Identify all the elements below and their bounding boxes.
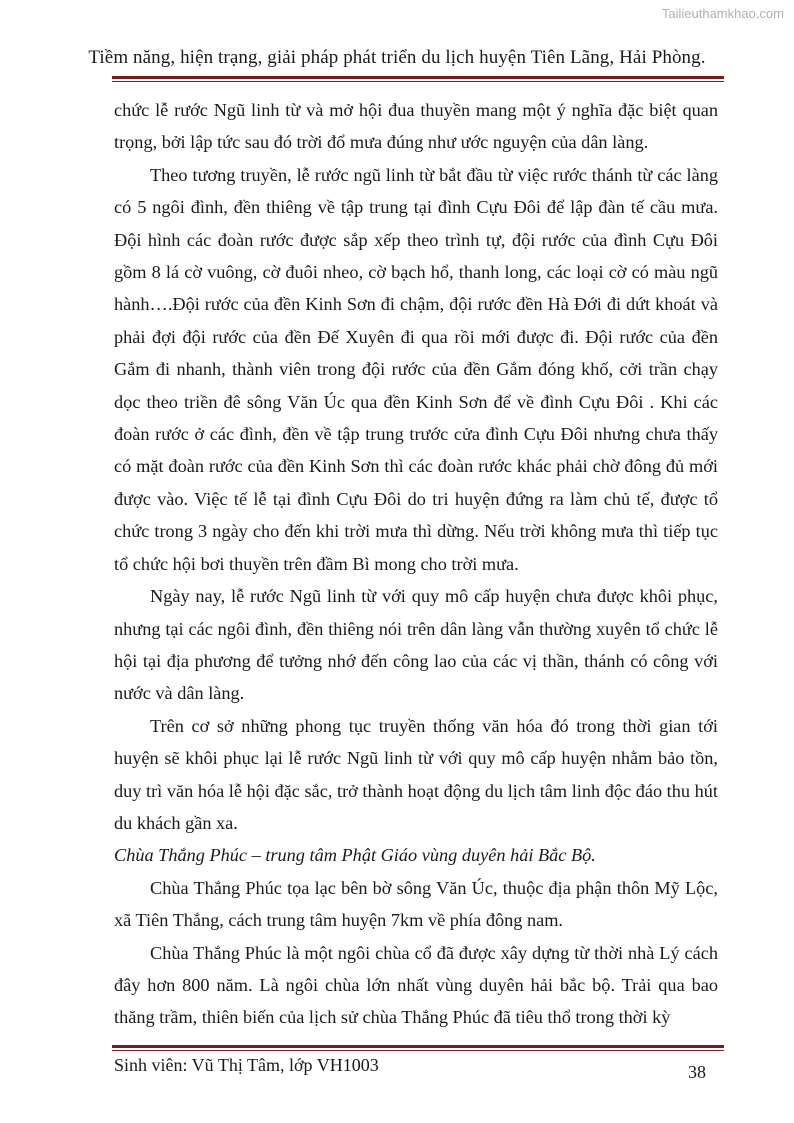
page-number: 38	[688, 1062, 706, 1082]
header-divider	[112, 76, 724, 79]
paragraph: Theo tương truyền, lễ rước ngũ linh từ bắt đầu từ việc rước thánh từ các làng có 5 ngôi đình, đền thiêng về tập trung tại đình Cựu Đôi để lập đàn tế cầu mưa. Đội hình các đoàn rước được sắp xếp theo trình tự, đội rước của đình Cựu Đôi gồm 8 lá cờ vuông, cờ đuôi nheo, cờ bạch hổ, thanh long, các loại cờ có màu ngũ hành….Đội rước của đền Kinh Sơn đi chậm, đội rước đền Hà Đới đi dứt khoát và phải đợi đội rước của đền Đế Xuyên đi qua rồi mới được đi. Đội rước của đền Gắm đi nhanh, thành viên trong đội rước của đền Gắm đóng khố, cởi trần chạy dọc theo triền đê sông Văn Úc qua đền Kinh Sơn để về đình Cựu Đôi . Khi các đoàn rước ở các đình, đền về tập trung trước cửa đình Cựu Đôi nhưng chưa thấy có mặt đoàn rước của đền Kinh Sơn thì các đoàn rước khác phải chờ đông đủ mới được vào. Việc tế lễ tại đình Cựu Đôi do tri huyện đứng ra làm chủ tế, được tổ chức trong 3 ngày cho đến khi trời mưa thì dừng. Nếu trời không mưa thì tiếp tục tổ chức hội bơi thuyền trên đầm Bì mong cho trời mưa.	[114, 164, 718, 574]
paragraph: Chùa Thắng Phúc tọa lạc bên bờ sông Văn Úc, thuộc địa phận thôn Mỹ Lộc, xã Tiên Thắng, cách trung tâm huyện 7km về phía đông nam.	[114, 877, 718, 931]
paragraph: chức lễ rước Ngũ linh từ và mở hội đua thuyền mang một ý nghĩa đặc biệt quan trọng, bởi lập tức sau đó trời đổ mưa đúng như ước nguyện của dân làng.	[114, 100, 718, 153]
footer-divider	[112, 1045, 724, 1048]
footer-divider-thin	[112, 1050, 724, 1051]
header-divider-thin	[112, 81, 724, 82]
document-body	[114, 94, 718, 1034]
paragraph: Ngày nay, lễ rước Ngũ linh từ với quy mô cấp huyện chưa được khôi phục, nhưng tại các ngôi đình, đền thiêng nói trên dân làng vẫn thường xuyên tổ chức lễ hội tại địa phương để tưởng nhớ đến công lao của các vị thần, thánh có công với nước và dân làng.	[114, 586, 718, 704]
page-header-title: Tiềm năng, hiện trạng, giải pháp phát triển du lịch huyện Tiên Lãng, Hải Phòng.	[88, 47, 706, 68]
paragraph: Chùa Thắng Phúc là một ngôi chùa cổ đã được xây dựng từ thời nhà Lý cách đây hơn 800 năm. Là ngôi chùa lớn nhất vùng duyên hải bắc bộ. Trải qua bao thăng trầm, thiên biến của lịch sử chùa Thắng Phúc đã tiêu thổ trong thời kỳ	[114, 942, 718, 1028]
footer-student: Sinh viên: Vũ Thị Tâm, lớp VH1003	[114, 1055, 379, 1075]
section-heading: Chùa Thắng Phúc – trung tâm Phật Giáo vùng duyên hải Bắc Bộ.	[114, 845, 596, 866]
paragraph: Trên cơ sở những phong tục truyền thống văn hóa đó trong thời gian tới huyện sẽ khôi phục lại lễ rước Ngũ linh từ với quy mô cấp huyện nhằm bảo tồn, duy trì văn hóa lễ hội đặc sắc, trở thành hoạt động du lịch tâm linh độc đáo thu hút du khách gần xa.	[114, 715, 718, 833]
watermark: Tailieuthamkhao.com	[661, 6, 784, 21]
